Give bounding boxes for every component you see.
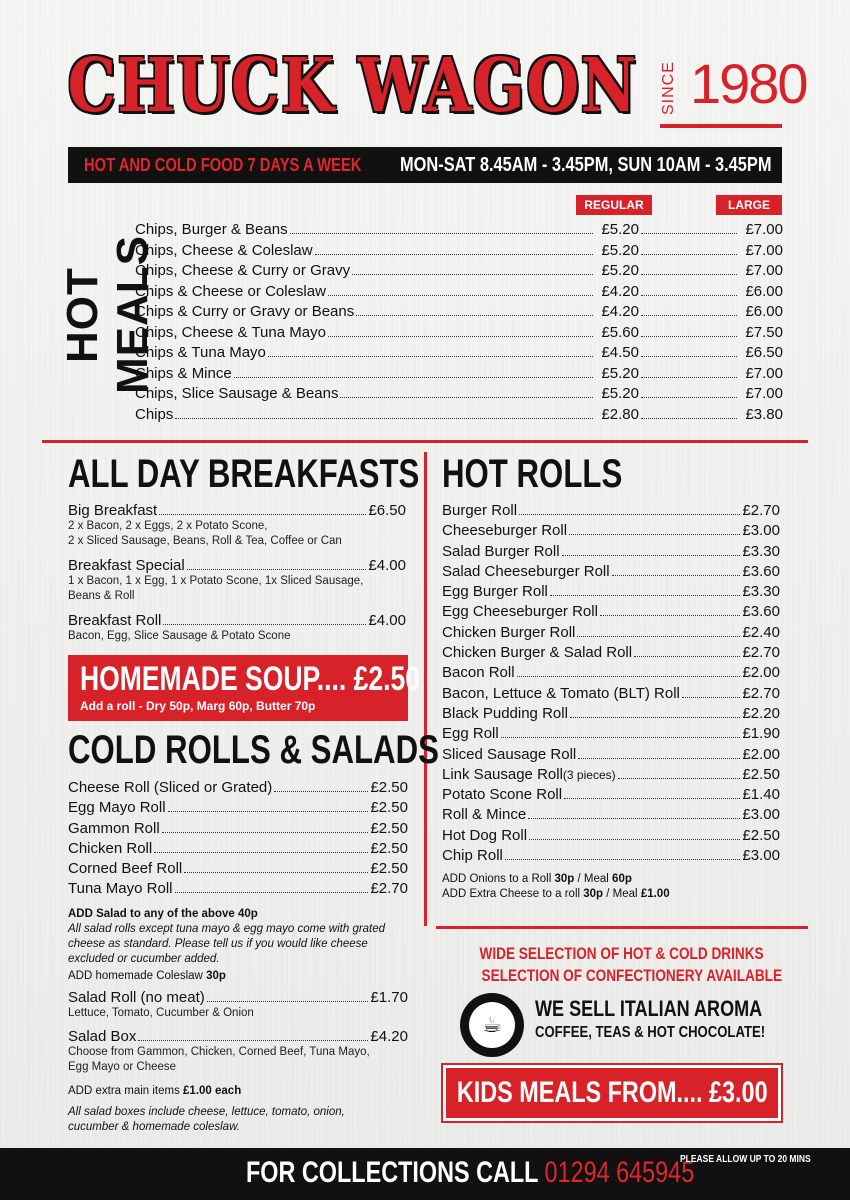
hot-meal-row [135, 324, 783, 345]
leader-dots [641, 295, 737, 296]
item-name: Chips & Tuna Mayo [135, 344, 266, 361]
item-name: Chicken Roll [68, 839, 153, 857]
leader-dots [175, 892, 369, 893]
hot-roll-row [442, 827, 780, 847]
hot-roll-row [442, 664, 780, 684]
item-desc: Beans & Roll [68, 590, 135, 602]
coffee-line: COFFEE, TEAS & HOT CHOCOLATE! [535, 1024, 766, 1041]
item-name: Chicken Burger Roll [442, 623, 576, 641]
leader-dots [207, 1001, 369, 1002]
item-name: Corned Beef Roll [68, 860, 183, 878]
leader-dots [168, 811, 369, 812]
regular-price: £5.60 [601, 323, 639, 341]
leader-dots [315, 254, 593, 255]
item-name: Chips, Cheese & Coleslaw [135, 241, 313, 259]
item-name: Chips & Mince [135, 364, 232, 382]
item-name: Chips [135, 405, 174, 423]
hot-roll-row [442, 685, 780, 705]
item-name: Chips, Slice Sausage & Beans [135, 385, 339, 402]
leader-dots [519, 514, 740, 515]
leader-dots [356, 315, 593, 316]
regular-price: £5.20 [601, 221, 639, 238]
item-name: Bacon Roll [442, 664, 515, 682]
breakfast-item-big [68, 502, 406, 549]
hot-roll-row [442, 746, 780, 766]
hot-meal-row [135, 283, 783, 304]
large-label: LARGE [716, 195, 782, 215]
hot-roll-row [442, 786, 780, 806]
item-name: Black Pudding Roll [442, 704, 568, 722]
item-price: £1.90 [742, 725, 780, 743]
leader-dots [328, 295, 593, 296]
item-price: £3.60 [742, 562, 780, 580]
drinks-line: SELECTION OF CONFECTIONERY AVAILABLE [481, 966, 783, 985]
regular-price: £4.20 [601, 303, 639, 320]
large-price: £7.00 [745, 385, 783, 402]
salad-roll-item [68, 989, 408, 1021]
add-salad-text: ADD Salad to any of the above 40p [68, 908, 258, 920]
soup-banner [68, 655, 420, 721]
collections-call: FOR COLLECTIONS CALL 01294 645945 [246, 1156, 695, 1189]
regular-price: £5.20 [601, 241, 639, 259]
cold-rolls-list [68, 779, 408, 901]
leader-dots [505, 859, 741, 860]
hot-meal-row [135, 385, 783, 406]
item-price: £2.50 [742, 765, 780, 783]
cold-roll-row [68, 840, 408, 860]
item-price: £2.70 [370, 880, 408, 898]
leader-dots [641, 254, 737, 255]
hot-meals-list [135, 221, 783, 426]
leader-dots [234, 377, 593, 378]
item-name: Chip Roll [442, 847, 503, 865]
leader-dots [570, 717, 741, 718]
kids-meals-banner [443, 1065, 781, 1121]
leader-dots [268, 356, 593, 357]
item-name: Egg Cheeseburger Roll [442, 603, 598, 621]
add-coleslaw-text: ADD homemade Coleslaw 30p [68, 970, 226, 982]
item-name: Egg Roll [442, 725, 499, 743]
hot-roll-row [442, 563, 780, 583]
item-price: £2.50 [370, 779, 408, 796]
large-price: £6.00 [745, 303, 783, 320]
item-price: £3.60 [742, 603, 780, 621]
cold-roll-row [68, 799, 408, 819]
item-price: £3.30 [742, 542, 780, 560]
leader-dots [274, 791, 368, 792]
regular-price: £2.80 [601, 405, 639, 423]
item-name: Egg Mayo Roll [68, 799, 166, 817]
item-name: Chips, Cheese & Tuna Mayo [135, 323, 326, 341]
drinks-notice [444, 943, 784, 987]
regular-price: £5.20 [601, 262, 639, 279]
leader-dots [577, 636, 740, 637]
item-price: £1.40 [742, 786, 780, 804]
leader-dots [175, 418, 593, 419]
item-price: £4.00 [368, 612, 406, 629]
soup-title: HOMEMADE SOUP.... £2.50 [80, 660, 420, 698]
hours-banner [68, 147, 782, 183]
salad-note: All salad rolls except tuna mayo & egg mayo come with grated [68, 923, 386, 935]
leader-dots [138, 1040, 368, 1041]
item-price: £4.00 [368, 557, 406, 574]
item-name: Bacon, Lettuce & Tomato (BLT) Roll [442, 684, 680, 702]
leader-dots [187, 569, 367, 570]
item-desc: 2 x Sliced Sausage, Beans, Roll & Tea, Coffee or Can [68, 535, 342, 547]
large-price: £6.00 [745, 282, 783, 300]
add-onions-text: ADD Onions to a Roll 30p / Meal 60p [442, 873, 632, 885]
hot-roll-row [442, 725, 780, 745]
regular-price: £4.50 [601, 344, 639, 361]
extra-items-text: ADD extra main items £1.00 each [68, 1085, 242, 1097]
large-price: £7.00 [745, 241, 783, 259]
breakfasts-title: ALL DAY BREAKFASTS [68, 452, 420, 496]
item-price: £2.00 [742, 745, 780, 763]
hot-roll-row [442, 502, 780, 522]
item-desc: 1 x Bacon, 1 x Egg, 1 x Potato Scone, 1x Sliced Sausage, [68, 575, 364, 587]
leader-dots [352, 274, 593, 275]
hot-meal-row [135, 406, 783, 427]
item-name: Breakfast Roll [68, 612, 162, 629]
hot-meal-row [135, 221, 783, 242]
item-name: Hot Dog Roll [442, 826, 528, 844]
large-price: £3.80 [745, 405, 783, 423]
drinks-divider [436, 926, 808, 929]
leader-dots [600, 615, 741, 616]
leader-dots [163, 624, 366, 625]
coffee-cup-icon: ☕ [460, 993, 524, 1057]
item-price: £3.00 [742, 806, 780, 824]
since-underline [660, 124, 782, 128]
hot-meal-row [135, 303, 783, 324]
brand-logo: CHUCK WAGON [67, 43, 639, 129]
hot-roll-row [442, 806, 780, 826]
hot-rolls-list [442, 502, 780, 867]
item-name: Salad Cheeseburger Roll [442, 562, 610, 580]
item-price: £3.00 [742, 847, 780, 865]
item-price: £3.00 [742, 522, 780, 540]
box-note: All salad boxes include cheese, lettuce, tomato, onion, [68, 1106, 345, 1118]
hot-roll-row [442, 522, 780, 542]
breakfast-item-special [68, 557, 406, 604]
item-price: £2.40 [742, 623, 780, 641]
item-price: £1.70 [370, 989, 408, 1006]
item-name: Sliced Sausage Roll [442, 745, 577, 763]
leader-dots [340, 397, 593, 398]
item-desc: Bacon, Egg, Slice Sausage & Potato Scone [68, 630, 291, 642]
item-name: Chips & Curry or Gravy or Beans [135, 303, 355, 320]
leader-dots [550, 595, 741, 596]
item-price: £6.50 [368, 502, 406, 519]
cold-roll-row [68, 779, 408, 799]
wait-notice: PLEASE ALLOW UP TO 20 MINS [680, 1154, 811, 1165]
item-price: £2.70 [742, 644, 780, 662]
hot-roll-row [442, 644, 780, 664]
regular-label: REGULAR [576, 195, 652, 215]
hot-meal-row [135, 365, 783, 386]
salad-note: cheese as standard. Please tell us if you would like cheese [68, 938, 368, 950]
item-name: Roll & Mince [442, 806, 527, 824]
item-name: Link Sausage Roll [442, 765, 563, 783]
item-name: Cheeseburger Roll [442, 522, 568, 540]
drinks-line: WIDE SELECTION OF HOT & COLD DRINKS [479, 944, 764, 963]
leader-dots [641, 397, 737, 398]
cold-roll-row [68, 820, 408, 840]
item-note: (3 pieces) [562, 767, 616, 782]
coffee-text [535, 996, 785, 1042]
leader-dots [569, 534, 740, 535]
hot-roll-row [442, 583, 780, 603]
since-year: 1980 [690, 52, 807, 115]
add-cheese-text: ADD Extra Cheese to a roll 30p / Meal £1.00 [442, 888, 670, 900]
large-price: £7.50 [745, 323, 783, 341]
item-price: £2.20 [742, 704, 780, 722]
item-price: £3.30 [742, 583, 780, 601]
item-name: Tuna Mayo Roll [68, 880, 173, 898]
leader-dots [517, 676, 741, 677]
footer-bar [0, 1148, 850, 1200]
item-desc: Egg Mayo or Cheese [68, 1061, 177, 1073]
hot-meal-row [135, 242, 783, 263]
item-name: Salad Box [68, 1028, 137, 1045]
regular-price: £4.20 [601, 282, 639, 300]
item-desc: 2 x Bacon, 2 x Eggs, 2 x Potato Scone, [68, 520, 268, 532]
large-price: £7.00 [745, 364, 783, 382]
item-price: £2.50 [742, 826, 780, 844]
regular-price: £5.20 [601, 385, 639, 402]
hot-roll-row [442, 705, 780, 725]
item-name: Breakfast Special [68, 557, 185, 574]
box-note: cucumber & homemade coleslaw. [68, 1121, 240, 1133]
item-price: £2.70 [742, 502, 780, 519]
hot-roll-row [442, 847, 780, 867]
leader-dots [682, 697, 741, 698]
hot-meal-row [135, 262, 783, 283]
leader-dots [641, 274, 737, 275]
item-name: Gammon Roll [68, 819, 160, 837]
item-name: Chips & Cheese or Coleslaw [135, 282, 326, 300]
leader-dots [529, 839, 740, 840]
regular-price: £5.20 [601, 364, 639, 382]
leader-dots [578, 758, 740, 759]
salad-box-item [68, 1028, 408, 1075]
banner-food-text: HOT AND COLD FOOD 7 DAYS A WEEK [84, 154, 362, 175]
leader-dots [564, 798, 740, 799]
item-name: Salad Burger Roll [442, 542, 560, 560]
hot-roll-row [442, 624, 780, 644]
item-name: Chips, Cheese & Curry or Gravy [135, 262, 351, 279]
large-price: £7.00 [745, 262, 783, 279]
cold-roll-row [68, 860, 408, 880]
kids-meals-text: KIDS MEALS FROM.... £3.00 [456, 1076, 768, 1109]
leader-dots [641, 315, 737, 316]
cold-roll-row [68, 880, 408, 900]
item-name: Big Breakfast [68, 502, 158, 519]
item-price: £2.50 [370, 839, 408, 857]
leader-dots [328, 336, 593, 337]
leader-dots [562, 555, 741, 556]
item-price: £2.50 [370, 860, 408, 878]
coffee-line: WE SELL ITALIAN AROMA [535, 996, 763, 1021]
item-price: £2.50 [370, 819, 408, 837]
leader-dots [634, 656, 740, 657]
phone-number[interactable]: 01294 645945 [544, 1156, 695, 1189]
leader-dots [641, 377, 737, 378]
item-name: Egg Burger Roll [442, 583, 548, 601]
leader-dots [641, 356, 737, 357]
soup-subtitle: Add a roll - Dry 50p, Marg 60p, Butter 70p [80, 699, 316, 713]
leader-dots [641, 418, 737, 419]
banner-hours-text: MON-SAT 8.45AM - 3.45PM, SUN 10AM - 3.45PM [400, 153, 772, 176]
leader-dots [528, 818, 740, 819]
hot-rolls-title: HOT ROLLS [442, 452, 623, 496]
leader-dots [154, 852, 368, 853]
item-name: Chicken Burger & Salad Roll [442, 644, 633, 662]
hot-roll-row [442, 766, 780, 786]
hot-roll-row [442, 543, 780, 563]
item-name: Cheese Roll (Sliced or Grated) [68, 779, 273, 796]
item-desc: Choose from Gammon, Chicken, Corned Beef, Tuna Mayo, [68, 1046, 370, 1058]
item-name: Burger Roll [442, 502, 518, 519]
item-price: £2.00 [742, 664, 780, 682]
item-desc: Lettuce, Tomato, Cucumber & Onion [68, 1007, 254, 1019]
leader-dots [290, 233, 593, 234]
item-name: Potato Scone Roll [442, 786, 563, 804]
section-divider [42, 440, 808, 443]
leader-dots [159, 514, 366, 515]
leader-dots [184, 872, 368, 873]
leader-dots [162, 832, 369, 833]
item-price: £2.70 [742, 684, 780, 702]
hot-roll-row [442, 603, 780, 623]
hot-meals-title: HOT MEALS [58, 235, 157, 395]
large-price: £6.50 [745, 344, 783, 361]
large-price: £7.00 [745, 221, 783, 238]
breakfast-item-roll [68, 612, 406, 644]
item-price: £4.20 [370, 1028, 408, 1045]
leader-dots [501, 737, 741, 738]
hot-meal-row [135, 344, 783, 365]
cold-rolls-title: COLD ROLLS & SALADS [68, 728, 439, 772]
leader-dots [641, 233, 737, 234]
leader-dots [618, 778, 741, 779]
since-label: SINCE [660, 61, 677, 115]
leader-dots [641, 336, 737, 337]
item-name: Chips, Burger & Beans [135, 221, 288, 238]
salad-note: excluded or cucumber added. [68, 953, 220, 965]
column-divider [424, 452, 427, 926]
item-price: £2.50 [370, 799, 408, 817]
item-name: Salad Roll (no meat) [68, 989, 205, 1006]
leader-dots [612, 575, 741, 576]
